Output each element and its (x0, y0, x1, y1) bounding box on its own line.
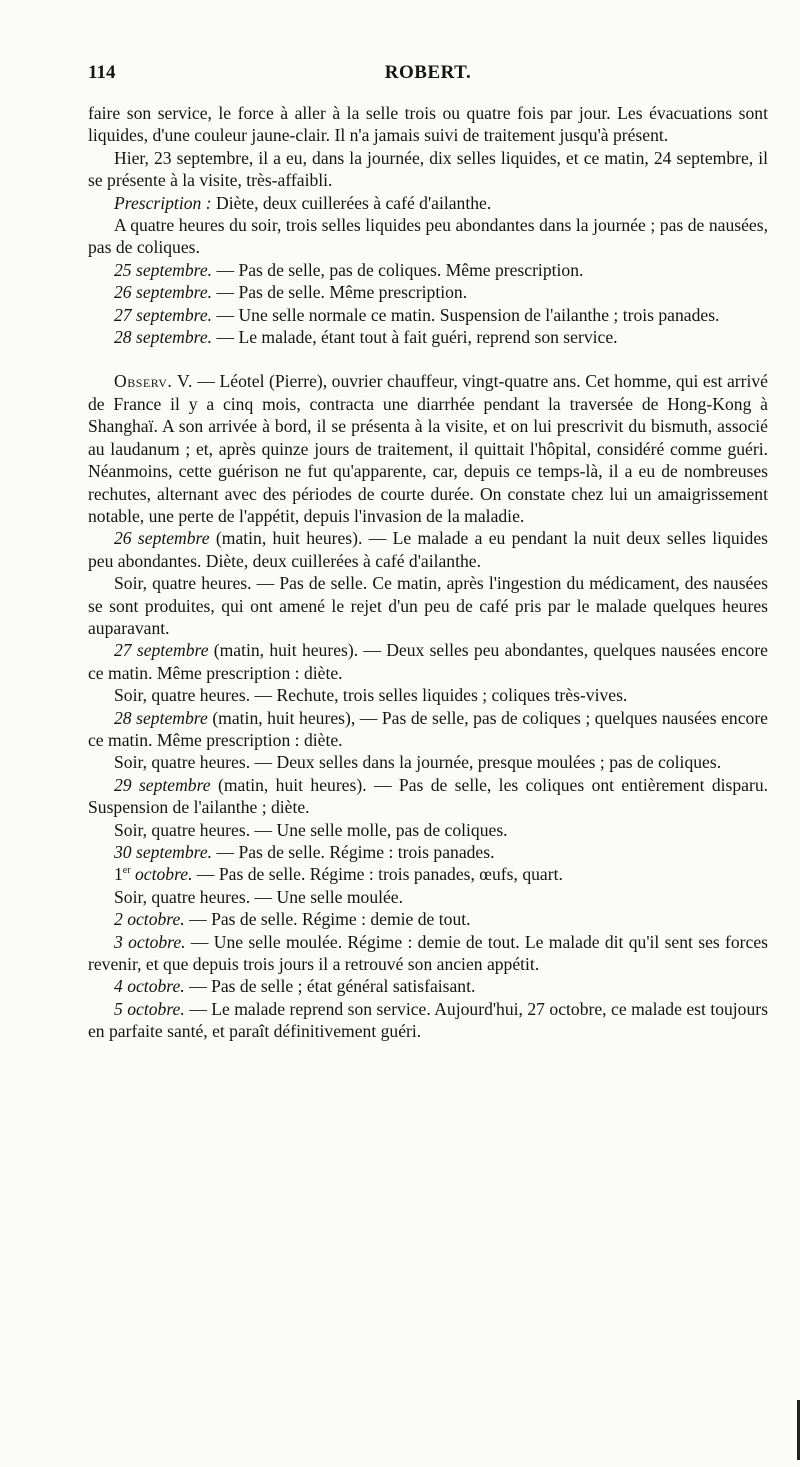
paragraph: 25 septembre. — Pas de selle, pas de coliques. Même prescription. (114, 259, 584, 280)
lead-label: Prescription : (114, 192, 212, 213)
date-label: 26 septembre. (114, 282, 213, 303)
paragraph: Soir, quatre heures. — Une selle molle, pas de coliques. (114, 819, 508, 840)
date-label: 3 octobre. (114, 931, 186, 952)
paragraph: 2 octobre. — Pas de selle. Régime : demie de tout. (114, 909, 471, 930)
paragraph: Hier, 23 septembre, il a eu, dans la journée, dix selles liquides, et ce matin, 24 septembre, il se présente à la visite, très-affaibli. (88, 147, 768, 191)
date-label: 25 septembre. (114, 259, 213, 280)
paragraph: 4 octobre. — Pas de selle ; état général satisfaisant. (114, 976, 476, 997)
paragraph: 5 octobre. — Le malade reprend son service. Aujourd'hui, 27 octobre, ce malade est toujours en parfaite santé, et paraît définitivement guéri. (88, 998, 768, 1042)
date-label: 2 octobre. (114, 909, 185, 930)
date-label: 28 septembre. (114, 327, 213, 348)
date-label: 27 septembre. (114, 304, 213, 325)
date-label: 29 septembre (114, 774, 211, 795)
paragraph: 3 octobre. — Une selle moulée. Régime : demie de tout. Le malade dit qu'il sent ses forces revenir, et que depuis trois jours il a retrouvé son ancien appétit. (88, 931, 768, 975)
paragraph: 26 septembre. — Pas de selle. Même prescription. (114, 282, 468, 303)
paragraph: 28 septembre (matin, huit heures), — Pas de selle, pas de coliques ; quelques nausées encore ce matin. Même prescription : diète. (88, 707, 768, 750)
paragraph: 27 septembre (matin, huit heures). — Deux selles peu abondantes, quelques nausées encore ce matin. Même prescription : diète. (88, 640, 768, 683)
paragraph: 30 septembre. — Pas de selle. Régime : trois panades. (114, 842, 495, 862)
paragraph: Prescription : Diète, deux cuillerées à café d'ailanthe. (114, 192, 492, 213)
observation-paragraph: Observ. V. — Léotel (Pierre), ouvrier chauffeur, vingt-quatre ans. Cet homme, qui est arrivé de France il y a cinq mois, contracta une diarrhée pendant la traversée de Hong-Kong à Shanghaï. A son arrivée à bord, il se présenta à la visite, et on lui prescrivit du bismuth, associé au laudanum ; et, après quinze jours de traitement, il quittait l'hôpital, considéré comme guéri. Néanmoins, cette guérison ne fut qu'apparente, car, depuis ce temps-là, il a eu de nombreuses rechutes, alternant avec des périodes de courte durée. On constate chez lui un amaigrissement notable, une perte de l'appétit, depuis l'invasion de la maladie. (88, 371, 768, 526)
date-label: 26 septembre (114, 528, 210, 549)
date-label: 27 septembre (114, 640, 209, 661)
running-head: ROBERT. (384, 62, 472, 83)
paragraph: Soir, quatre heures. — Pas de selle. Ce matin, après l'ingestion du médicament, des nausées se sont produites, qui ont amené le rejet d'un peu de café pris par le malade quelques heures auparavant. (88, 573, 768, 638)
date-label: 28 septembre (114, 707, 208, 728)
paragraph: Soir, quatre heures. — Une selle moulée. (114, 886, 404, 907)
date-label: 4 octobre. (114, 976, 185, 997)
paragraph: 29 septembre (matin, huit heures). — Pas de selle, les coliques ont entièrement disparu. Suspension de l'ailanthe ; diète. (88, 774, 769, 818)
paragraph: 28 septembre. — Le malade, étant tout à fait guéri, reprend son service. (114, 327, 618, 348)
page-number: 114 (88, 62, 116, 83)
ordinal-suffix: er (122, 865, 131, 877)
body-text (88, 102, 768, 1043)
book-page (88, 62, 768, 1043)
observation-label: Observ. V. (114, 371, 193, 392)
date-label: 30 septembre. (114, 842, 213, 862)
paragraph: 1er octobre. — Pas de selle. Régime : trois panades, œufs, quart. (114, 864, 563, 885)
date-number: 1 (114, 864, 123, 885)
paragraph: Soir, quatre heures. — Rechute, trois selles liquides ; coliques très-vives. (114, 685, 628, 706)
paragraph: faire son service, le force à aller à la selle trois ou quatre fois par jour. Les évacuations sont liquides, d'une couleur jaune-clair. Il n'a jamais suivi de traitement jusqu'à présent. (88, 103, 768, 146)
date-label: octobre. (134, 864, 193, 885)
date-label: 5 octobre. (114, 998, 185, 1019)
paragraph: Soir, quatre heures. — Deux selles dans la journée, presque moulées ; pas de coliques. (114, 752, 722, 773)
paragraph: A quatre heures du soir, trois selles liquides peu abondantes dans la journée ; pas de nausées, pas de coliques. (88, 215, 768, 258)
page-header (88, 62, 768, 90)
paragraph: 26 septembre (matin, huit heures). — Le malade a eu pendant la nuit deux selles liquides peu abondantes. Diète, deux cuillerées à café d'ailanthe. (88, 528, 769, 571)
paragraph: 27 septembre. — Une selle normale ce matin. Suspension de l'ailanthe ; trois panades. (114, 304, 720, 325)
